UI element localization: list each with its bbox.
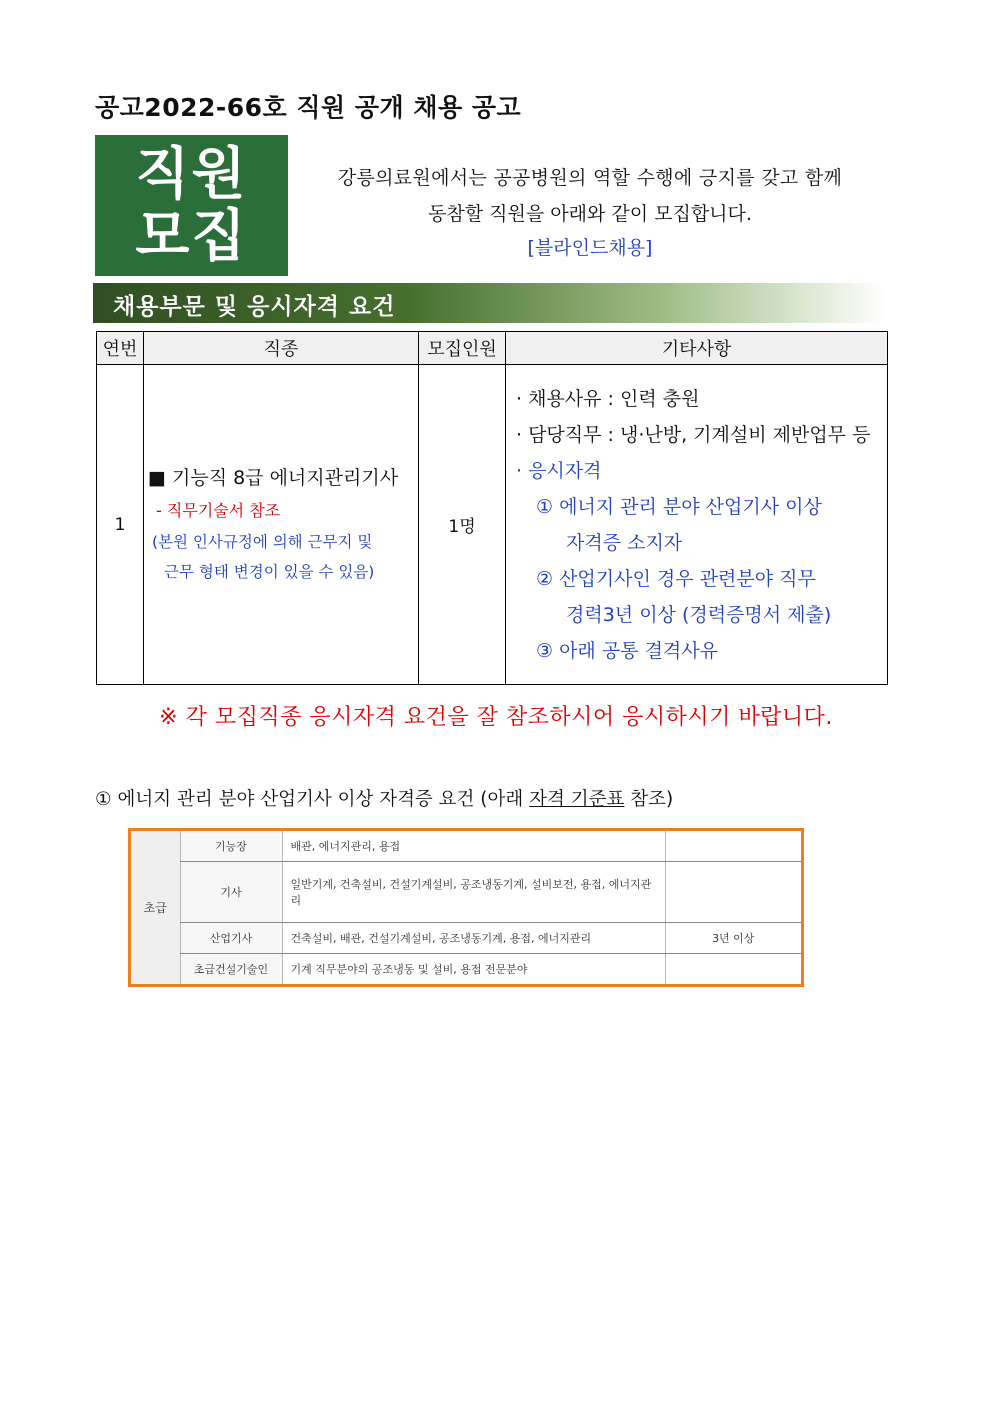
recruit-table xyxy=(96,331,888,685)
blind-recruit-tag: [블라인드채용] xyxy=(527,237,653,259)
row-no: 1 xyxy=(97,365,144,685)
cert-name: 초급건설기술인 xyxy=(180,954,282,984)
table-row xyxy=(131,922,801,953)
table-row xyxy=(97,365,888,685)
cert-name: 산업기사 xyxy=(180,922,282,953)
etc-qual-1-cont: 자격증 소지자 xyxy=(566,531,683,554)
etc-qual-2-cont: 경력3년 이상 (경력증명서 제출) xyxy=(566,603,832,626)
table-header-row xyxy=(97,332,888,365)
cert-fields: 일반기계, 건축설비, 건설기계설비, 공조냉동기계, 설비보전, 용접, 에너지관리 xyxy=(282,861,665,922)
job-note: - 직무기술서 참조 xyxy=(156,500,281,520)
etc-qual-3: ③ 아래 공통 결격사유 xyxy=(536,639,718,662)
requirement-heading-pre: ① 에너지 관리 분야 산업기사 이상 자격증 요건 (아래 xyxy=(95,789,530,810)
job-paren-1: (본원 인사규정에 의해 근무지 및 xyxy=(152,532,373,551)
row-job xyxy=(144,365,419,685)
logo-line-2: 모집 xyxy=(135,203,248,269)
table-row xyxy=(131,831,801,861)
requirement-heading xyxy=(95,785,673,811)
requirement-heading-post: 참조) xyxy=(624,789,674,810)
col-header-no: 연번 xyxy=(97,332,144,365)
section-title-bar xyxy=(93,283,886,323)
cert-experience: 3년 이상 xyxy=(665,922,801,953)
cert-fields: 배관, 에너지관리, 용접 xyxy=(282,831,665,861)
etc-qual-2: ② 산업기사인 경우 관련분야 직무 xyxy=(536,567,816,590)
etc-duty: · 담당직무 : 냉·난방, 기계설비 제반업무 등 xyxy=(516,423,871,446)
cert-name: 기사 xyxy=(180,861,282,922)
section-title: 채용부문 및 응시자격 요건 xyxy=(113,294,396,320)
cert-experience xyxy=(665,954,801,984)
standard-table-link: 자격 기준표 xyxy=(529,789,625,810)
etc-qual-1: ① 에너지 관리 분야 산업기사 이상 xyxy=(536,495,822,518)
logo-line-1: 직원 xyxy=(135,141,248,207)
cert-fields: 기계 직무분야의 공조냉동 및 설비, 용접 전문분야 xyxy=(282,954,665,984)
qualification-standard-box xyxy=(128,828,804,987)
table-row xyxy=(131,954,801,984)
caution-note: ※ 각 모집직종 응시자격 요건을 잘 참조하시어 응시하시기 바랍니다. xyxy=(159,705,833,730)
col-header-job: 직종 xyxy=(144,332,419,365)
intro-line-2: 동참할 직원을 아래와 같이 모집합니다. xyxy=(428,203,752,225)
col-header-count: 모집인원 xyxy=(419,332,506,365)
row-count: 1명 xyxy=(419,365,506,685)
cert-experience xyxy=(665,831,801,861)
intro-line-1: 강릉의료원에서는 공공병원의 역할 수행에 긍지를 갖고 함께 xyxy=(337,167,843,189)
recruit-logo xyxy=(95,135,288,276)
grade-cell: 초급 xyxy=(131,831,180,984)
cert-fields: 건축설비, 배관, 건설기계설비, 공조냉동기계, 용접, 에너지관리 xyxy=(282,922,665,953)
job-title: ■ 기능직 8급 에너지관리기사 xyxy=(148,466,399,489)
cert-experience xyxy=(665,861,801,922)
cert-name: 기능장 xyxy=(180,831,282,861)
etc-reason: · 채용사유 : 인력 충원 xyxy=(516,387,700,410)
qualification-standard-table xyxy=(131,831,801,984)
row-etc xyxy=(506,365,888,685)
etc-qualification: · 응시자격 xyxy=(516,459,602,482)
col-header-etc: 기타사항 xyxy=(506,332,888,365)
table-row xyxy=(131,861,801,922)
notice-title: 공고2022-66호 직원 공개 채용 공고 xyxy=(95,93,522,122)
job-paren-2: 근무 형태 변경이 있을 수 있음) xyxy=(164,562,375,581)
